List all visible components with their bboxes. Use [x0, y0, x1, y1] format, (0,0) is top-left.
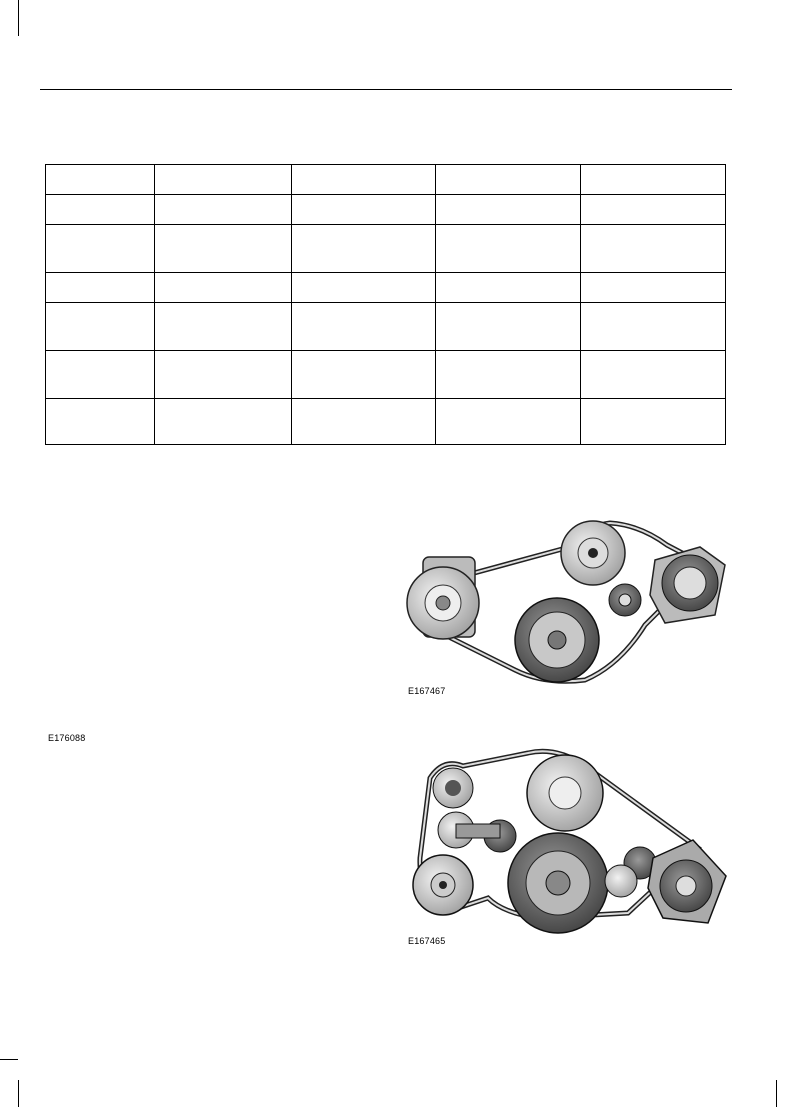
table-row [46, 273, 726, 303]
table-cell [436, 273, 581, 303]
table-cell [292, 165, 436, 195]
table-cell [46, 225, 155, 273]
table-cell [155, 195, 292, 225]
table-row [46, 195, 726, 225]
table-cell [436, 195, 581, 225]
table-cell [46, 399, 155, 445]
table-cell [436, 351, 581, 399]
table-cell [581, 351, 726, 399]
table-cell [292, 273, 436, 303]
table-row [46, 351, 726, 399]
table-cell [292, 303, 436, 351]
side-figure-id-label: E176088 [48, 733, 86, 743]
table-cell [155, 399, 292, 445]
table-cell [155, 225, 292, 273]
table-cell [292, 399, 436, 445]
table-cell [436, 165, 581, 195]
table-cell [581, 195, 726, 225]
table-cell [436, 303, 581, 351]
table-row [46, 303, 726, 351]
table-cell [46, 273, 155, 303]
table-cell [155, 165, 292, 195]
table-cell [436, 225, 581, 273]
table-cell [292, 195, 436, 225]
table-cell [292, 351, 436, 399]
specification-table [45, 164, 726, 445]
belt-routing-diagram-icon [405, 515, 735, 690]
table-cell [155, 303, 292, 351]
table-cell [436, 399, 581, 445]
table-cell [292, 225, 436, 273]
table-cell [46, 165, 155, 195]
table-cell [581, 165, 726, 195]
figure-id-label: E167465 [408, 936, 446, 946]
figure-id-label: E167467 [408, 686, 446, 696]
table-cell [581, 399, 726, 445]
table-cell [155, 351, 292, 399]
crop-mark-bottom-left-h [0, 1059, 18, 1060]
table-row [46, 225, 726, 273]
table-cell [581, 273, 726, 303]
crop-mark-top-left [18, 0, 19, 36]
table-row [46, 165, 726, 195]
belt-routing-diagram-icon [408, 748, 733, 933]
header-rule [40, 89, 732, 90]
table-cell [46, 351, 155, 399]
table-cell [581, 225, 726, 273]
table-cell [581, 303, 726, 351]
table-row [46, 399, 726, 445]
crop-mark-bottom-right-v [776, 1080, 777, 1107]
table-cell [46, 195, 155, 225]
table-cell [155, 273, 292, 303]
table-cell [46, 303, 155, 351]
crop-mark-bottom-left-v [18, 1080, 19, 1107]
